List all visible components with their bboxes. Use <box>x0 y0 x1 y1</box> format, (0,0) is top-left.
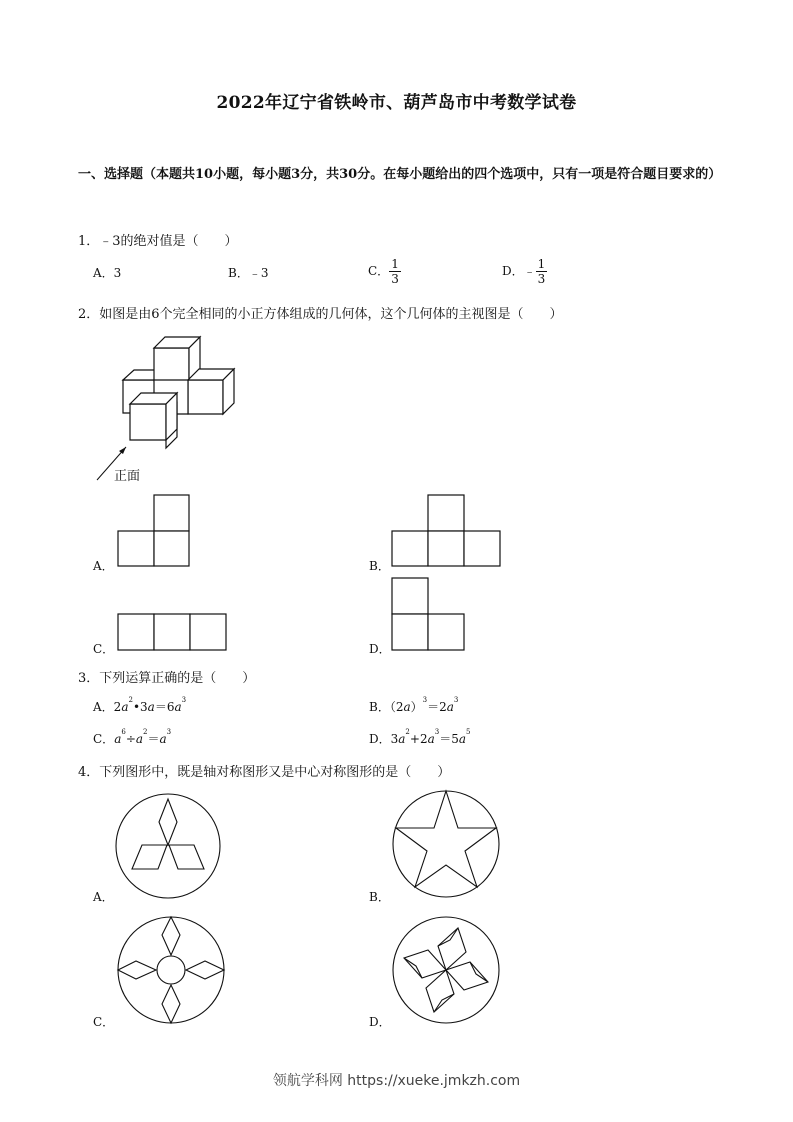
footer-watermark: 领航学科网 https://xueke.jmkzh.com <box>272 1073 521 1089</box>
q3-option-d: D．$3a^2+2a^3=5a^5$ <box>369 728 471 746</box>
q2-option-a-figure <box>118 495 190 567</box>
question-3-stem: 3．下列运算正确的是（ ） <box>78 671 256 686</box>
q3-option-b: B．$(2a)^3=2a^3$ <box>369 696 459 714</box>
q2-option-d-figure <box>392 578 466 652</box>
q4-option-c-figure <box>116 915 226 1025</box>
front-view-label: 正面 <box>114 469 141 484</box>
q2-option-c-figure <box>118 614 228 652</box>
q2-option-b: B． <box>369 559 390 573</box>
page-title: 2022年辽宁省铁岭市、葫芦岛市中考数学试卷 <box>216 93 577 113</box>
q3-option-c: C．$a^6\div a^2=a^3$ <box>93 728 172 746</box>
q4-option-c: C． <box>93 1015 115 1029</box>
q1-option-c: C． $\frac{1}{3}$ <box>368 257 399 286</box>
q2-option-b-figure <box>392 495 502 567</box>
fraction-one-third: $\frac{1}{3}$ <box>537 257 546 286</box>
question-2-stem: 2．如图是由6个完全相同的小正方体组成的几何体，这个几何体的主视图是（ ） <box>78 307 563 322</box>
q1-option-a: A．3 <box>93 266 122 280</box>
fraction-one-third: $\frac{1}{3}$ <box>391 257 399 286</box>
q2-option-a: A． <box>93 559 114 573</box>
question-1-stem: 1．﹣3的绝对值是（ ） <box>78 234 238 249</box>
q2-option-c: C． <box>93 642 115 656</box>
q2-option-d: D． <box>369 642 391 656</box>
q4-option-b: B． <box>369 890 390 904</box>
q3-option-a: A．$2a^2•3a=6a^3$ <box>93 696 187 714</box>
q1-option-d: D．﹣ $\frac{1}{3}$ <box>502 257 546 286</box>
q1-option-b: B．﹣3 <box>228 266 269 280</box>
q4-option-d-figure <box>392 916 502 1026</box>
question-4-stem: 4．下列图形中，既是轴对称图形又是中心对称图形的是（ ） <box>78 765 451 780</box>
q4-option-a-figure <box>115 793 223 901</box>
q4-option-b-figure <box>392 790 502 900</box>
q4-option-d: D． <box>369 1015 391 1029</box>
section-heading: 一、选择题（本题共10小题，每小题3分，共30分。在每小题给出的四个选项中，只有一项是符合题目要求的） <box>78 167 722 182</box>
q4-option-a: A． <box>93 890 114 904</box>
